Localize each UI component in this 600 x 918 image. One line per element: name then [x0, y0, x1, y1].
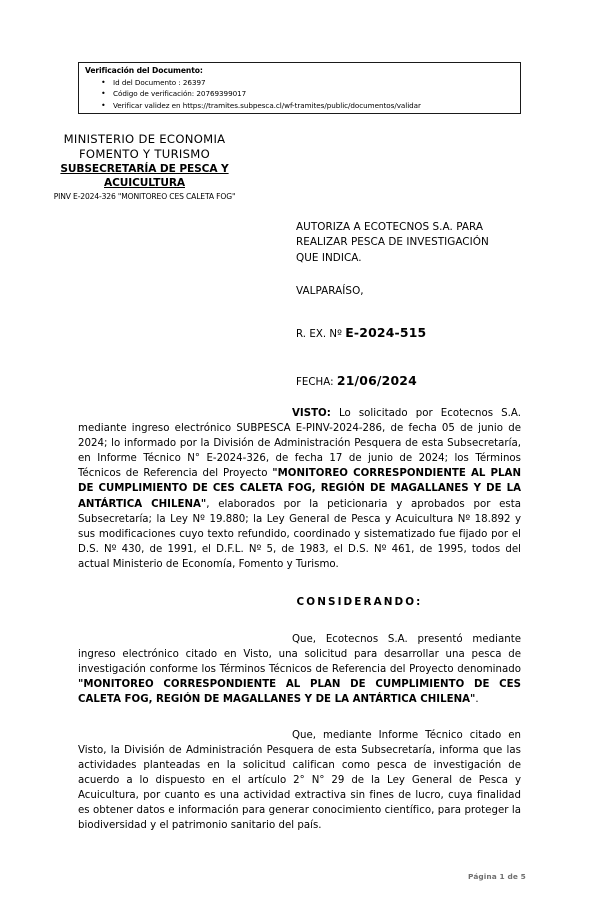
- resolution-label: R. EX. Nº: [296, 329, 342, 340]
- considerando-heading: CONSIDERANDO:: [296, 596, 423, 609]
- verification-title: Verificación del Documento:: [85, 66, 203, 75]
- place-of-issue: VALPARAÍSO,: [296, 285, 364, 297]
- ministry-line-2: FOMENTO Y TURISMO: [78, 146, 211, 161]
- considerando-1-project-name: "MONITOREO CORRESPONDIENTE AL PLAN DE CUMPLIMIENTO DE CES CALETA FOG, REGIÓN DE MAGALLANES Y DE LA ANTÁRTICA CHILENA": [78, 679, 521, 706]
- subject-text: [296, 220, 524, 266]
- document-body: [78, 406, 521, 833]
- date-value: 21/06/2024: [336, 373, 417, 388]
- verification-list: [85, 77, 516, 111]
- spacer: [78, 708, 521, 728]
- bullet-icon: •: [101, 100, 106, 110]
- verification-item-text: Id del Documento : 26397: [113, 78, 206, 87]
- considerando-paragraph-1: [78, 632, 521, 707]
- ministry-line-1: MINISTERIO DE ECONOMIA: [63, 132, 226, 146]
- verification-item-text: Verificar validez en https://tramites.subpesca.cl/wf-tramites/public/documentos/validar: [113, 100, 421, 110]
- spacer: [78, 572, 521, 596]
- visto-heading: VISTO:: [292, 408, 331, 419]
- subject-line-2: REALIZAR PESCA DE INVESTIGACIÓN: [296, 236, 489, 249]
- letterhead: [22, 132, 267, 203]
- date-block: [296, 373, 417, 388]
- project-reference: PINV E-2024-326 "MONITOREO CES CALETA FOG": [53, 192, 236, 201]
- subject-line-1: AUTORIZA A ECOTECNOS S.A. PARA: [296, 221, 484, 233]
- visto-text-after: , elaborados por la peticionaria y aprobados por esta Subsecretaría; la Ley Nº 19.880; la Ley General de Pesca y Acuicultura Nº 18.892 y sus modificaciones cuyo texto refundido, coordinado y sistematizado fue fijado por el D.S. Nº 430, de 1991, el D.F.L. Nº 5, de 1983, el D.S. Nº 461, de 1995, todos del actual Ministerio de Economía, Fomento y Turismo.: [78, 498, 522, 570]
- visto-paragraph: [78, 406, 521, 572]
- bullet-icon: •: [101, 89, 106, 99]
- page-number: Página 1 de 5: [468, 872, 526, 881]
- bullet-icon: •: [101, 78, 106, 87]
- resolution-number: E-2024-515: [345, 325, 427, 340]
- subsecretaria-title: SUBSECRETARÍA DE PESCA Y ACUICULTURA: [60, 163, 229, 189]
- considerando-2-text: Que, mediante Informe Técnico citado en Visto, la División de Administración Pesquera de esta Subsecretaría, informa que las actividades planteadas en la solicitud califican como pesca de investigación de acuerdo a lo dispuesto en el artículo 2° N° 29 de la Ley General de Pesca y Acuicultura, por cuanto es una actividad extractiva sin fines de lucro, cuya finalidad es obtener datos e información para generar conocimiento científico, para proteger la biodiversidad y el patrimonio sanitario del país.: [78, 729, 521, 832]
- date-label: FECHA:: [296, 377, 334, 388]
- considerando-1-text-after: .: [475, 694, 479, 706]
- verification-box: [78, 62, 521, 114]
- resolution-number-block: [296, 325, 426, 340]
- visto-project-name: "MONITOREO CORRESPONDIENTE AL PLAN DE CUMPLIMIENTO DE CES CALETA FOG, REGIÓN DE MAGALLANES Y DE LA ANTÁRTICA CHILENA": [78, 468, 521, 510]
- verification-item-url: [101, 100, 516, 111]
- subject-line-3: QUE INDICA.: [296, 251, 362, 264]
- considerando-paragraph-2: [78, 728, 521, 834]
- verification-item-text: Código de verificación: 20769399017: [113, 89, 247, 99]
- subject-block: [296, 220, 524, 266]
- verification-item-id: [101, 77, 516, 88]
- verification-item-code: [101, 88, 516, 99]
- considerando-1-text-before: Que, Ecotecnos S.A. presentó mediante ingreso electrónico citado en Visto, una solicitud para desarrollar una pesca de investigación conforme los Términos Técnicos de Referencia del Proyecto denominado: [78, 634, 521, 676]
- visto-text-before: Lo solicitado por Ecotecnos S.A. mediante ingreso electrónico SUBPESCA E-PINV-2024-286, de fecha 05 de junio de 2024; lo informado por la División de Administración Pesquera de esta Subsecretaría, en Informe Técnico N° E-2024-326, de fecha 17 de junio de 2024; los Términos Técnicos de Referencia del Proyecto: [78, 408, 521, 480]
- spacer: [78, 608, 521, 632]
